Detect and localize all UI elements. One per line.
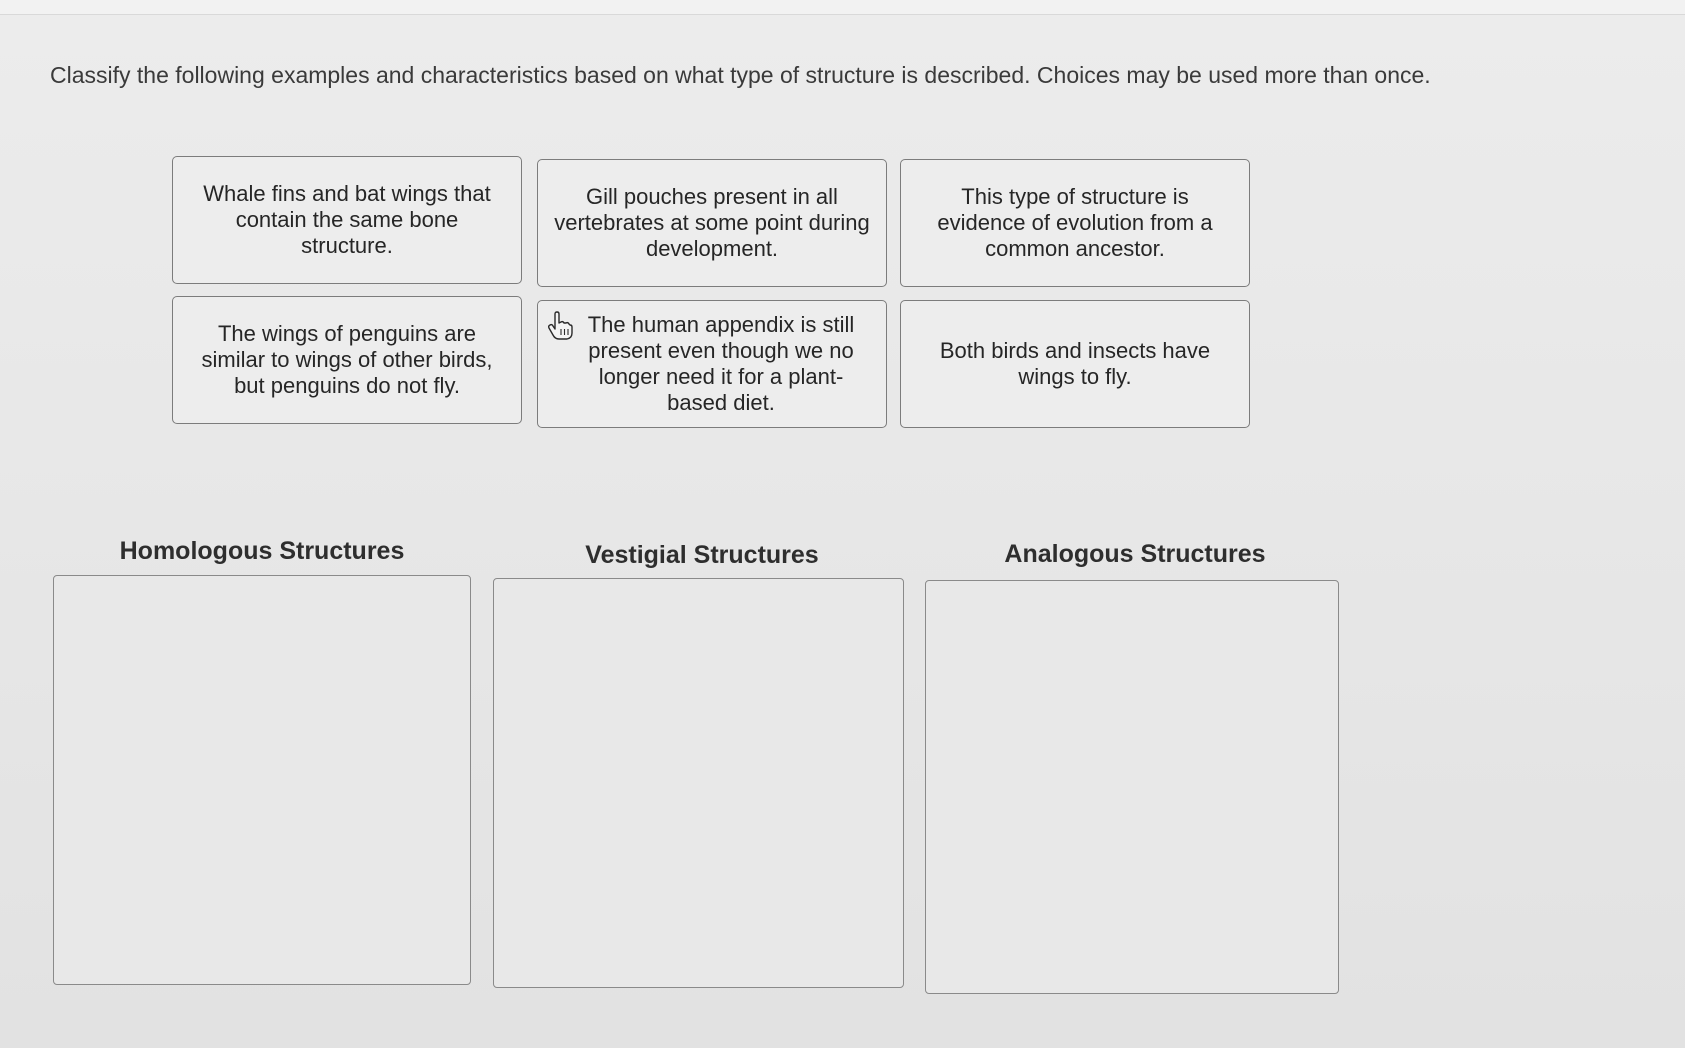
draggable-card-gill-pouches[interactable] xyxy=(537,159,887,287)
zone-label-analogous: Analogous Structures xyxy=(1004,540,1266,568)
question-instructions: Classify the following examples and characteristics based on what type of structure is described. Choices may be used more than once. xyxy=(50,62,1431,88)
card-text: Both birds and insects have wings to fly. xyxy=(939,338,1211,389)
draggable-card-whale-fins[interactable] xyxy=(172,156,522,284)
draggable-card-birds-insects[interactable] xyxy=(900,300,1250,428)
drop-zone-vestigial[interactable] xyxy=(493,578,904,988)
drop-zone-analogous[interactable] xyxy=(925,580,1339,994)
draggable-card-common-ancestor[interactable] xyxy=(900,159,1250,287)
draggable-card-bank xyxy=(172,156,1252,431)
screen-top-edge xyxy=(0,0,1685,15)
zone-label-homologous: Homologous Structures xyxy=(119,537,405,565)
card-text: The human appendix is still present even though we no longer need it for a plant-based diet. xyxy=(587,312,855,415)
card-text: Whale fins and bat wings that contain the same bone structure. xyxy=(203,181,491,258)
card-text: Gill pouches present in all vertebrates at some point during development. xyxy=(554,184,870,261)
hand-pointer-icon xyxy=(546,311,574,341)
drop-zone-homologous[interactable] xyxy=(53,575,471,985)
draggable-card-human-appendix[interactable] xyxy=(537,300,887,428)
zone-label-vestigial: Vestigial Structures xyxy=(585,541,819,569)
card-text: The wings of penguins are similar to wings of other birds, but penguins do not fly. xyxy=(201,321,493,398)
card-text: This type of structure is evidence of evolution from a common ancestor. xyxy=(937,184,1213,261)
draggable-card-penguin-wings[interactable] xyxy=(172,296,522,424)
